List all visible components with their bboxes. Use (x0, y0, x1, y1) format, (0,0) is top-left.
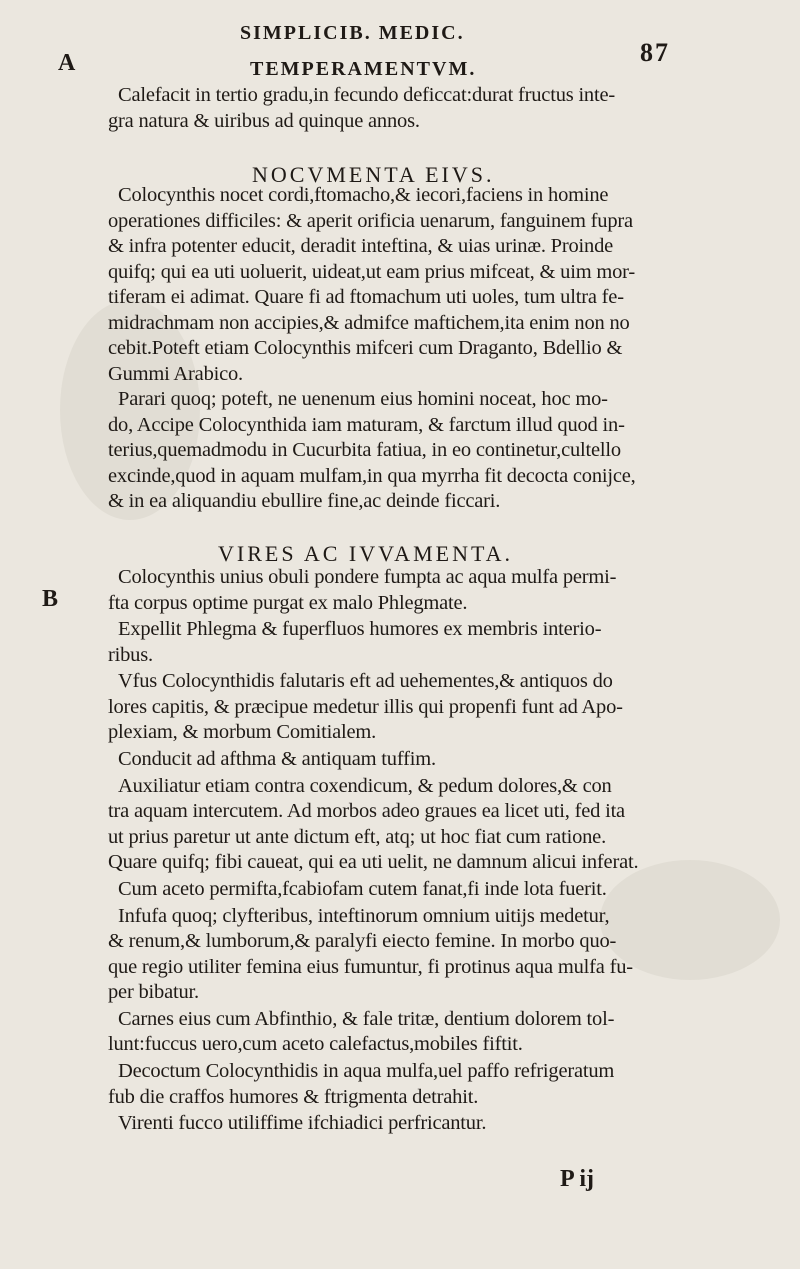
page-number: 87 (640, 38, 670, 67)
text-line: midrachmam non accipies,& admifce maftichem,ita enim non no (108, 311, 630, 334)
text-line: Virenti fucco utiliffime ifchiadici perfricantur. (118, 1112, 487, 1135)
text-line: Carnes eius cum Abfinthio, & fale tritæ, dentium dolorem tol- (118, 1007, 615, 1030)
section-title-temperamentum: TEMPERAMENTVM. (250, 58, 477, 80)
text-line: Colocynthis unius obuli pondere fumpta ac aqua mulfa permi- (118, 566, 617, 588)
text-line: excinde,quod in aquam mulfam,in qua myrrha fit decocta conijce, (108, 464, 636, 487)
text-line: ut prius paretur ut ante dictum eft, atq; ut hoc fiat cum ratione. (108, 825, 606, 848)
text-line: Infufa quoq; clyfteribus, inteftinorum omnium uitijs medetur, (118, 904, 610, 927)
signature-mark: P ij (560, 1166, 594, 1192)
text-line: tra aquam intercutem. Ad morbos adeo graues ea licet uti, fed ita (108, 800, 625, 823)
text-line: Parari quoq; poteft, ne uenenum eius homini noceat, hoc mo- (118, 388, 608, 410)
text-line: Colocynthis nocet cordi,ftomacho,& iecori,faciens in homine (118, 184, 609, 206)
text-line: Expellit Phlegma & fuperfluos humores ex membris interio- (118, 618, 602, 641)
text-line: do, Accipe Colocynthida iam maturam, & farctum illud quod in- (108, 413, 625, 436)
section-heading-vires: VIRES AC IVVAMENTA. (218, 541, 514, 566)
text-line: Decoctum Colocynthidis in aqua mulfa,uel paffo refrigeratum (118, 1060, 615, 1083)
text-line: lores capitis, & præcipue medetur illis qui propenfi funt ad Apo- (108, 695, 623, 718)
text-line: gra natura & uiribus ad quinque annos. (108, 109, 420, 132)
text-line: operationes difficiles: & aperit orificia uenarum, fanguinem fupra (108, 209, 633, 232)
text-line: Conducit ad afthma & antiquam tuffim. (118, 748, 436, 771)
text-line: Quare quifq; fibi caueat, qui ea uti uelit, ne damnum alicui inferat. (108, 851, 639, 874)
text-line: & in ea aliquandiu ebullire fine,ac deinde ficcari. (108, 490, 501, 512)
text-line: Vfus Colocynthidis falutaris eft ad uehementes,& antiquos do (118, 670, 613, 693)
text-line: que regio utiliter femina eius fumuntur, fi protinus aqua mulfa fu- (108, 955, 633, 978)
running-head: SIMPLICIB. MEDIC. (240, 22, 465, 44)
text-line: fub die craffos humores & ftrigmenta detrahit. (108, 1085, 479, 1108)
margin-letter-a: A (58, 50, 76, 76)
text-line: ribus. (108, 643, 153, 666)
text-line: tiferam ei adimat. Quare fi ad ftomachum uti uoles, tum ultra fe- (108, 286, 624, 308)
text-line: Gummi Arabico. (108, 362, 243, 385)
section-heading-nocumenta: NOCVMENTA EIVS. (252, 162, 495, 187)
text-line: Cum aceto permifta,fcabiofam cutem fanat,fi inde lota fuerit. (118, 878, 607, 900)
margin-letter-b: B (42, 586, 59, 612)
text-line: & renum,& lumborum,& paralyfi eiecto femine. In morbo quo- (108, 930, 617, 953)
text-line: & infra potenter educit, deradit inteftina, & uias urinæ. Proinde (108, 235, 614, 257)
text-line: per bibatur. (108, 981, 199, 1004)
text-line: fta corpus optime purgat ex malo Phlegmate. (108, 591, 468, 614)
text-line: quifq; qui ea uti uoluerit, uideat,ut eam prius mifceat, & uim mor- (108, 260, 636, 283)
text-line: cebit.Poteft etiam Colocynthis mifceri cum Draganto, Bdellio & (108, 337, 623, 359)
text-line: Calefacit in tertio gradu,in fecundo deficcat:durat fructus inte- (118, 84, 616, 106)
text-line: plexiam, & morbum Comitialem. (108, 721, 377, 744)
text-line: lunt:fuccus uero,cum aceto calefactus,mobiles fiftit. (108, 1033, 523, 1056)
text-line: Auxiliatur etiam contra coxendicum, & pedum dolores,& con (118, 774, 612, 797)
text-line: terius,quemadmodu in Cucurbita fatiua, in eo continetur,cultello (108, 439, 621, 461)
